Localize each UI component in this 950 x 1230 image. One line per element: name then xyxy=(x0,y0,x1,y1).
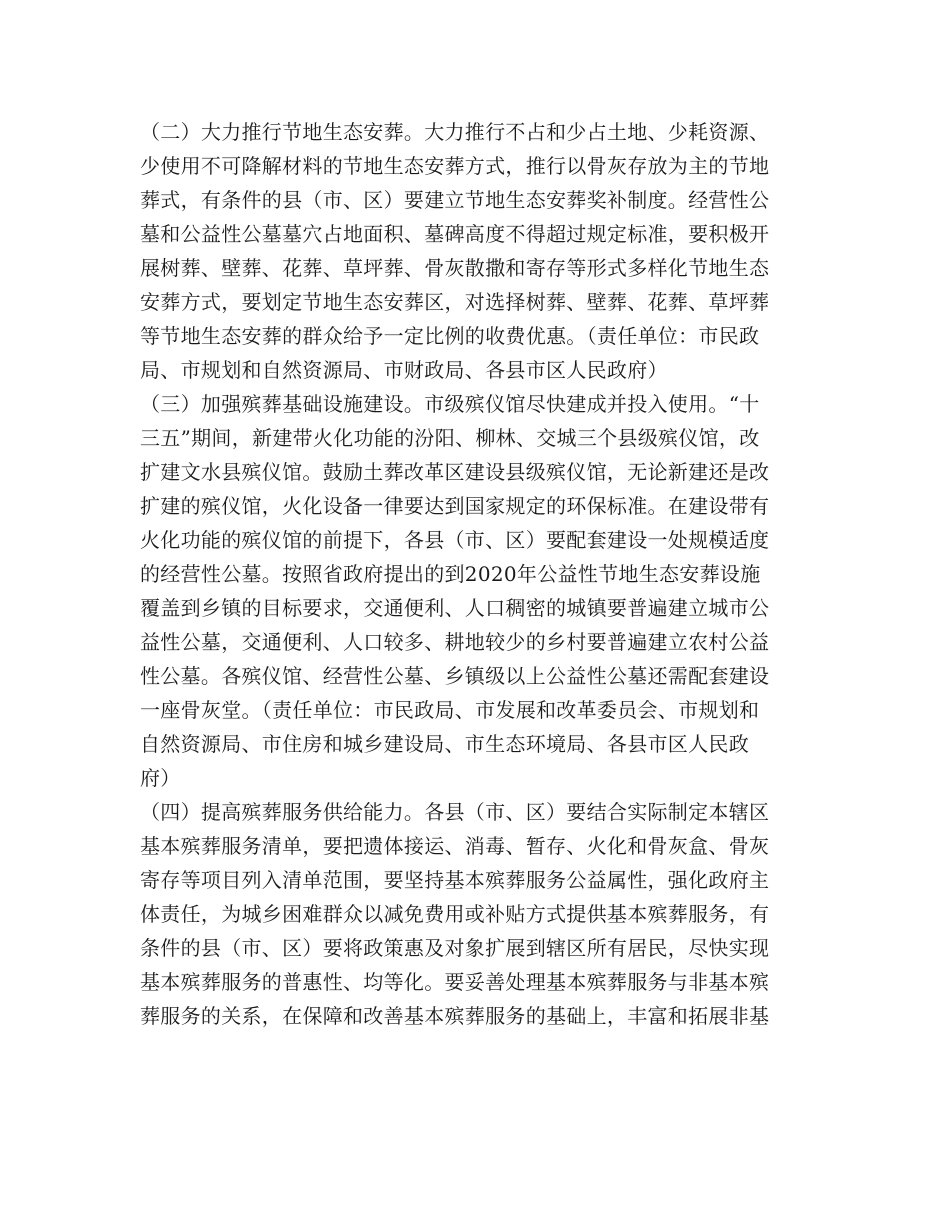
text-line: 安葬方式，要划定节地生态安葬区，对选择树葬、壁葬、花葬、草坪葬 xyxy=(140,290,770,314)
text-line: 葬服务的关系，在保障和改善基本殡葬服务的基础上，丰富和拓展非基 xyxy=(140,1004,770,1028)
text-line: 扩建的殡仪馆，火化设备一律要达到国家规定的环保标准。在建设带有 xyxy=(140,494,770,518)
text-line: （三）加强殡葬基础设施建设。市级殡仪馆尽快建成并投入使用。“十 xyxy=(140,392,760,416)
text-line: 展树葬、壁葬、花葬、草坪葬、骨灰散撒和寄存等形式多样化节地生态 xyxy=(140,256,770,280)
text-line: 少使用不可降解材料的节地生态安葬方式，推行以骨灰存放为主的节地 xyxy=(140,154,770,178)
text-line: 基本殡葬服务的普惠性、均等化。要妥善处理基本殡葬服务与非基本殡 xyxy=(140,970,770,994)
text-line: 葬式，有条件的县（市、区）要建立节地生态安葬奖补制度。经营性公 xyxy=(140,188,770,212)
text-line: 性公墓。各殡仪馆、经营性公墓、乡镇级以上公益性公墓还需配套建设 xyxy=(140,664,770,688)
text-line: 条件的县（市、区）要将政策惠及对象扩展到辖区所有居民，尽快实现 xyxy=(140,936,770,960)
text-line: 墓和公益性公墓墓穴占地面积、墓碑高度不得超过规定标准，要积极开 xyxy=(140,222,770,246)
text-line: 局、市规划和自然资源局、市财政局、各县市区人民政府） xyxy=(140,358,668,382)
text-line: 府） xyxy=(140,766,181,790)
text-line: 基本殡葬服务清单，要把遗体接运、消毒、暂存、火化和骨灰盒、骨灰 xyxy=(140,834,770,858)
text-line: 火化功能的殡仪馆的前提下，各县（市、区）要配套建设一处规模适度 xyxy=(140,528,770,552)
text-line: 的经营性公墓。按照省政府提出的到2020年公益性节地生态安葬设施 xyxy=(140,562,761,586)
text-line: 等节地生态安葬的群众给予一定比例的收费优惠。（责任单位：市民政 xyxy=(140,324,760,348)
text-line: （四）提高殡葬服务供给能力。各县（市、区）要结合实际制定本辖区 xyxy=(140,800,770,824)
text-line: 体责任，为城乡困难群众以减免费用或补贴方式提供基本殡葬服务，有 xyxy=(140,902,770,926)
text-line: 三五”期间，新建带火化功能的汾阳、柳林、交城三个县级殡仪馆，改 xyxy=(140,426,760,450)
text-line: 自然资源局、市住房和城乡建设局、市生态环境局、各县市区人民政 xyxy=(140,732,749,756)
body-text xyxy=(140,115,820,1033)
text-line: 寄存等项目列入清单范围，要坚持基本殡葬服务公益属性，强化政府主 xyxy=(140,868,770,892)
text-line: 扩建文水县殡仪馆。鼓励土葬改革区建设县级殡仪馆，无论新建还是改 xyxy=(140,460,770,484)
text-line: （二）大力推行节地生态安葬。大力推行不占和少占土地、少耗资源、 xyxy=(140,120,770,144)
text-line: 覆盖到乡镇的目标要求，交通便利、人口稠密的城镇要普遍建立城市公 xyxy=(140,596,770,620)
text-line: 益性公墓，交通便利、人口较多、耕地较少的乡村要普遍建立农村公益 xyxy=(140,630,770,654)
text-line: 一座骨灰堂。（责任单位：市民政局、市发展和改革委员会、市规划和 xyxy=(140,698,760,722)
